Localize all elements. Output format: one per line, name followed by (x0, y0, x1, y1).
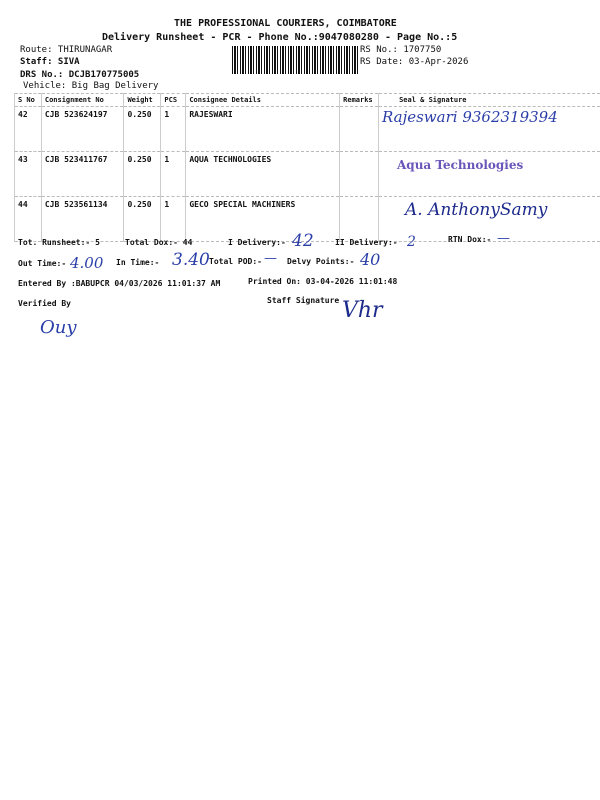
delvy-points-label: Delvy Points:- (287, 257, 355, 266)
total-pod-label: Total POD:- (209, 257, 262, 266)
i-delivery-value: 42 (292, 231, 314, 251)
tot-runsheet: Tot. Runsheet:- 5 (18, 238, 100, 247)
printed-on: Printed On: 03-04-2026 11:01:48 (248, 277, 398, 286)
sno: 44 (15, 197, 42, 242)
consignee: RAJESWARI (186, 107, 340, 152)
remarks (340, 107, 379, 152)
consignment-no: CJB 523411767 (41, 152, 124, 197)
out-time-label: Out Time:- (18, 259, 67, 268)
in-time-label: In Time:- (116, 258, 160, 267)
staff-signature-label: Staff Signature (267, 296, 340, 305)
rs-date: RS Date: 03-Apr-2026 (360, 57, 469, 67)
col-pcs: PCS (161, 94, 186, 107)
col-remarks: Remarks (340, 94, 379, 107)
weight: 0.250 (124, 152, 161, 197)
verified-by-label: Verified By (18, 299, 71, 308)
signature-rajeswari: Rajeswari 9362319394 (382, 108, 558, 126)
col-weight: Weight (124, 94, 161, 107)
delvy-points-value: 40 (360, 250, 381, 269)
in-time-value: 3.40 (172, 250, 210, 270)
consignment-no: CJB 523561134 (41, 197, 124, 242)
pcs: 1 (161, 197, 186, 242)
consignee: GECO SPECIAL MACHINERS (186, 197, 340, 242)
col-seal: Seal & Signature (379, 94, 600, 107)
verified-signature: Ouy (40, 317, 77, 338)
pcs: 1 (161, 107, 186, 152)
table-header (15, 94, 600, 107)
signature-anthonysamy: A. AnthonySamy (405, 200, 548, 220)
weight: 0.250 (124, 197, 161, 242)
vehicle: Vehicle: Big Bag Delivery (23, 81, 159, 91)
sno: 42 (15, 107, 42, 152)
stamp-aqua: Aqua Technologies (397, 158, 524, 172)
out-time-value: 4.00 (70, 254, 104, 272)
entered-by: Entered By :BABUPCR 04/03/2026 11:01:37 AM (18, 279, 221, 288)
consignment-no: CJB 523624197 (41, 107, 124, 152)
staff: Staff: SIVA (20, 57, 80, 67)
total-dox: Total Dox:- 44 (125, 238, 193, 247)
remarks (340, 197, 379, 242)
rtn-dox-label: RTN Dox:- (448, 235, 492, 244)
col-sno: S No (15, 94, 42, 107)
i-delivery-label: I Delivery:- (228, 238, 286, 247)
barcode (232, 46, 358, 74)
pcs: 1 (161, 152, 186, 197)
ii-delivery-label: II Delivery:- (335, 238, 398, 247)
col-consignment: Consignment No (41, 94, 124, 107)
col-consignee: Consignee Details (186, 94, 340, 107)
ii-delivery-value: 2 (407, 234, 416, 250)
sno: 43 (15, 152, 42, 197)
weight: 0.250 (124, 107, 161, 152)
route: Route: THIRUNAGAR (20, 45, 113, 55)
drs-no: DRS No.: DCJB170775005 (20, 70, 140, 80)
company-name: THE PROFESSIONAL COURIERS, COIMBATORE (174, 18, 397, 29)
total-pod-value: — (264, 251, 277, 266)
rtn-dox-value: — (497, 231, 510, 246)
staff-signature: Vhr (342, 298, 383, 323)
remarks (340, 152, 379, 197)
runsheet-title: Delivery Runsheet - PCR - Phone No.:9047080280 - Page No.:5 (102, 32, 458, 43)
rs-no: RS No.: 1707750 (360, 45, 442, 55)
consignee: AQUA TECHNOLOGIES (186, 152, 340, 197)
